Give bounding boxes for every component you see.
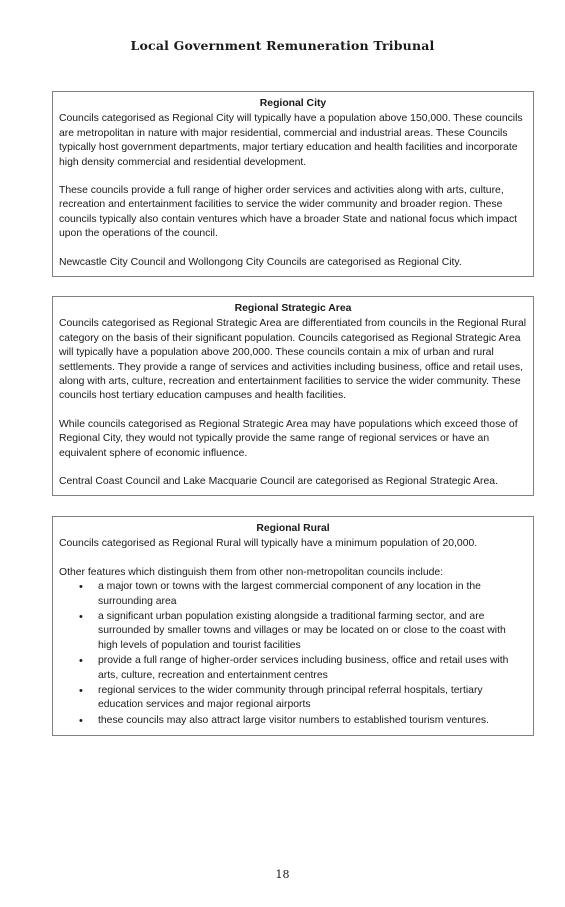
bullet-icon: •: [79, 714, 83, 727]
bullet-icon: •: [79, 685, 83, 698]
bullet-icon: •: [79, 581, 83, 594]
page-number: 18: [275, 868, 290, 881]
regional-strategic-para-1: Councils categorised as Regional Strategic Area are differentiated from councils in the Regional Rural category on the basis of their significant population. Councils categorised as Regional Strategic Area will typically have a population above 200,000. These councils contain a mix of urban and rural settlements. They provide a range of services and activities including business, office and retail uses, along with arts, culture, recreation and entertainment facilities to service the wider community. These councils host tertiary education campuses and health facilities.: [59, 318, 527, 402]
regional-rural-heading: Regional Rural: [256, 523, 330, 534]
regional-city-heading: Regional City: [259, 98, 327, 109]
regional-strategic-para-2: While councils categorised as Regional Strategic Area may have populations which exceed those of Regional City, they would not typically provide the same range of regional services or have an equivalent sphere of economic influence.: [59, 418, 518, 459]
regional-strategic-area-box: [52, 296, 534, 496]
regional-rural-para-2: Other features which distinguish them from other non-metropolitan councils include:: [59, 566, 444, 578]
regional-city-para-1: Councils categorised as Regional City will typically have a population above 150,000. These councils are metropolitan in nature with major residential, commercial and industrial areas. These Councils typically host government departments, major tertiary education and health facilities and incorporate high density commercial and residential development.: [59, 113, 523, 168]
regional-city-box: [52, 91, 534, 277]
regional-rural-list: [59, 580, 527, 728]
list-item: • provide a full range of higher-order services including business, office and retail uses with arts, culture, recreation and entertainment centres: [79, 655, 509, 681]
list-item: • regional services to the wider community through principal referral hospitals, tertiary education services and major regional airports: [79, 685, 483, 711]
regional-rural-box: [52, 516, 534, 736]
regional-rural-para-1: Councils categorised as Regional Rural will typically have a minimum population of 20,000.: [59, 538, 478, 550]
list-item: • a major town or towns with the largest commercial component of any location in the surrounding area: [79, 581, 481, 607]
list-item: • these councils may also attract large visitor numbers to established tourism ventures.: [79, 714, 489, 727]
regional-city-para-3: Newcastle City Council and Wollongong City Councils are categorised as Regional City.: [59, 256, 462, 268]
bullet-icon: •: [79, 655, 83, 668]
regional-strategic-heading: Regional Strategic Area: [234, 303, 352, 314]
page-header: Local Government Remuneration Tribunal: [130, 38, 435, 53]
regional-city-para-2: These councils provide a full range of higher order services and activities along with arts, culture, recreation and entertainment facilities to service the wider community and broader region. These councils typically also contain ventures which have a broader State and national focus which impact upon the operations of the council.: [59, 185, 518, 240]
bullet-icon: •: [79, 611, 83, 624]
regional-strategic-para-3: Central Coast Council and Lake Macquarie Council are categorised as Regional Strategic Area.: [59, 476, 498, 488]
list-item: • a significant urban population existing alongside a traditional farming sector, and are surrounded by smaller towns and villages or may be located on or close to the coast with high levels of population and tourist facilities: [79, 611, 506, 651]
